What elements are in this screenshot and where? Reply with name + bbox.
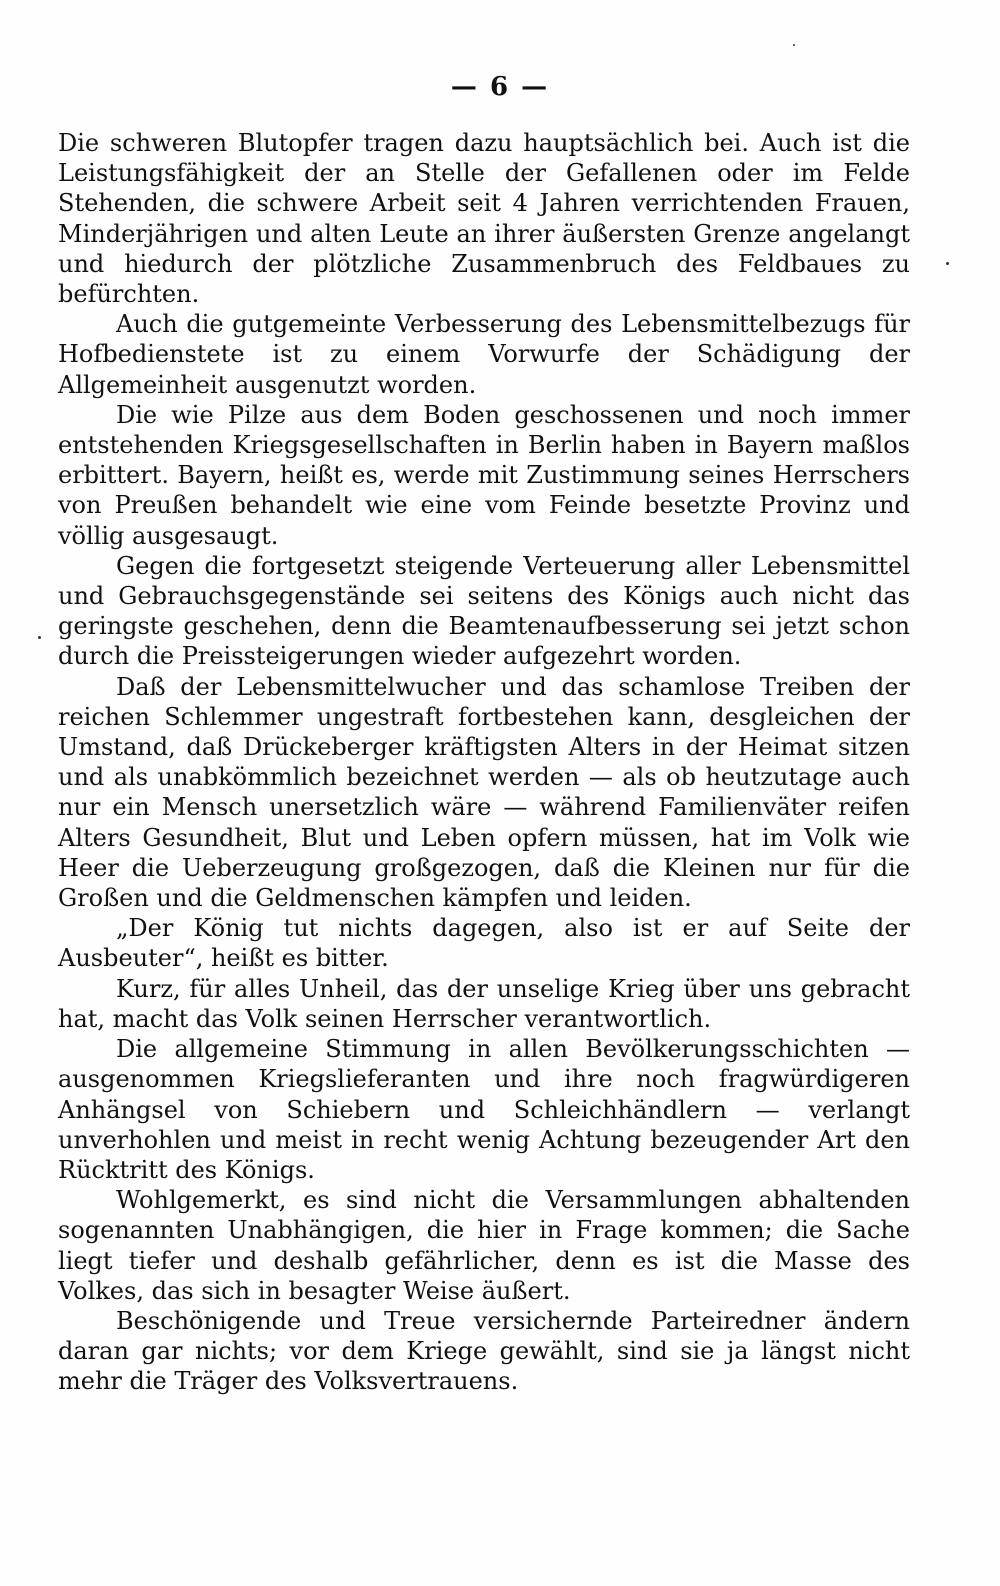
paper-speck (946, 262, 949, 265)
body-text (58, 128, 910, 1397)
paper-speck (793, 44, 795, 46)
paragraph: Die wie Pilze aus dem Boden geschossenen und noch immer entstehenden Kriegsgesellschaften in Berlin haben in Bayern maßlos erbittert. Bayern, heißt es, werde mit Zustimmung seines Herrschers von Preußen behandelt wie eine vom Feinde besetzte Provinz und völlig ausgesaugt. (58, 400, 910, 550)
page-number: — 6 — (450, 72, 550, 102)
paragraph: Wohlgemerkt, es sind nicht die Versammlungen abhaltenden sogenannten Unabhängigen, die hier in Frage kommen; die Sache liegt tiefer und deshalb gefährlicher, denn es ist die Masse des Volkes, das sich in besagter Weise äußert. (58, 1186, 910, 1305)
paragraph: Gegen die fortgesetzt steigende Verteuerung aller Lebensmittel und Gebrauchsgegenstände sei seitens des Königs auch nicht das geringste geschehen, denn die Beamtenaufbesserung sei jetzt schon durch die Preissteigerungen wieder aufgezehrt worden. (58, 551, 910, 671)
paragraph: Die schweren Blutopfer tragen dazu hauptsächlich bei. Auch ist die Leistungsfähigkeit der an Stelle der Gefallenen oder im Felde Stehenden, die schwere Arbeit seit 4 Jahren verrichtenden Frauen, Minderjährigen und alten Leute an ihrer äußersten Grenze angelangt und hiedurch der plötzliche Zusammenbruch des Feldbaues zu befürchten. (58, 129, 910, 309)
paragraph: Beschönigende und Treue versichernde Parteiredner ändern daran gar nichts; vor dem Kriege gewählt, sind sie ja längst nicht mehr die Träger des Volksvertrauens. (58, 1306, 910, 1396)
paper-speck (38, 636, 41, 639)
paragraph: Kurz, für alles Unheil, das der unselige Krieg über uns gebracht hat, macht das Volk seinen Herrscher verantwortlich. (58, 974, 910, 1033)
paragraph: „Der König tut nichts dagegen, also ist er auf Seite der Ausbeuter“, heißt es bitter. (58, 914, 910, 973)
paragraph: Auch die gutgemeinte Verbesserung des Lebensmittelbezugs für Hofbedienstete ist zu einem Vorwurfe der Schädigung der Allgemeinheit ausgenutzt worden. (58, 310, 910, 399)
paragraph: Die allgemeine Stimmung in allen Bevölkerungsschichten — ausgenommen Kriegslieferanten und ihre noch fragwürdigeren Anhängsel von Schiebern und Schleichhändlern — verlangt unverhohlen und meist in recht wenig Achtung bezeugender Art den Rücktritt des Königs. (58, 1035, 910, 1184)
paragraph: Daß der Lebensmittelwucher und das schamlose Treiben der reichen Schlemmer ungestraft fortbestehen kann, desgleichen der Umstand, daß Drückeberger kräftigsten Alters in der Heimat sitzen und als unabkömmlich bezeichnet werden — als ob heutzutage auch nur ein Mensch unersetzlich wäre — während Familienväter reifen Alters Gesundheit, Blut und Leben opfern müssen, hat im Volk wie Heer die Ueberzeugung großgezogen, daß die Kleinen nur für die Großen und die Geldmenschen kämpfen und leiden. (58, 672, 910, 913)
